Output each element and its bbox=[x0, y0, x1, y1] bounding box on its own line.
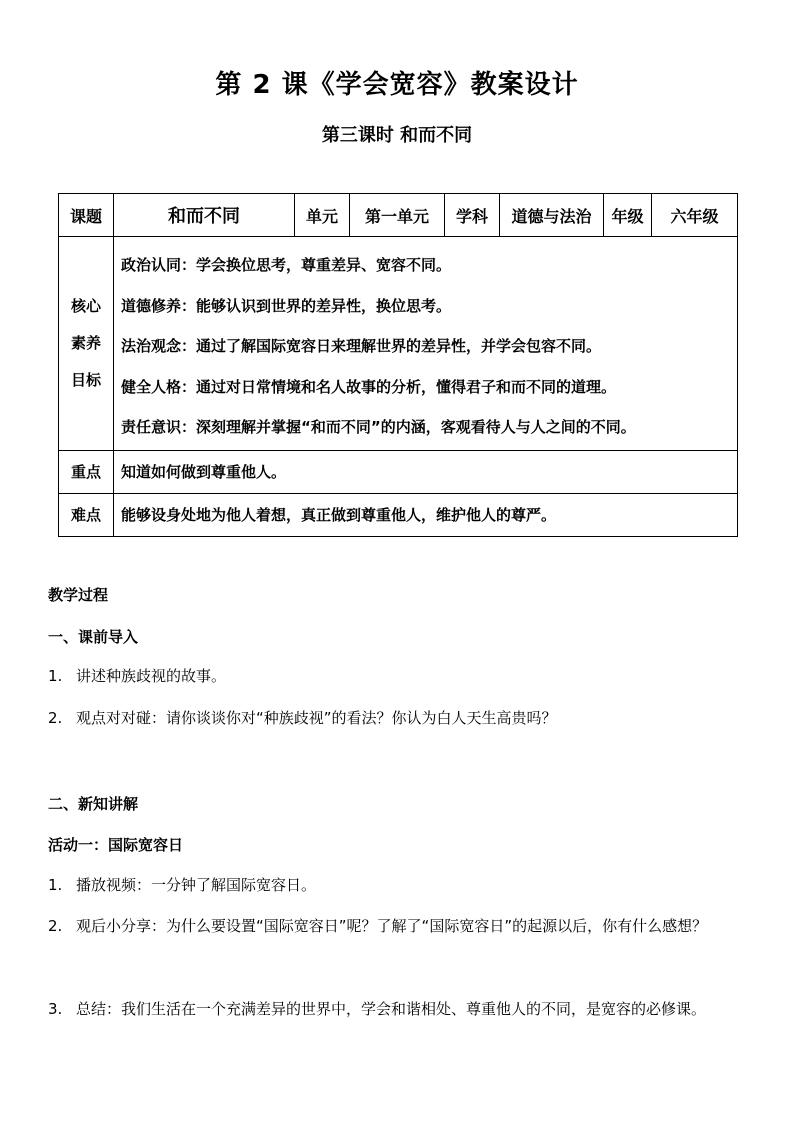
list-item-text: 讲述种族歧视的故事。 bbox=[76, 667, 227, 685]
list-item-number: 2. bbox=[48, 917, 63, 935]
difficult-point-content: 能够设身处地为他人着想，真正做到尊重他人，维护他人的尊严。 bbox=[114, 493, 738, 536]
document-subtitle: 第三课时 和而不同 bbox=[321, 125, 473, 146]
key-point-row bbox=[59, 450, 738, 493]
core-goals-label-line: 目标 bbox=[70, 370, 101, 389]
core-goals-row bbox=[59, 237, 738, 451]
list-item-text: 播放视频：一分钟了解国际宽容日。 bbox=[76, 876, 317, 894]
list-item-number: 3. bbox=[48, 1000, 63, 1018]
table-header-row bbox=[59, 194, 738, 237]
header-cell-grade-value: 六年级 bbox=[652, 194, 738, 237]
core-goals-content bbox=[114, 237, 738, 451]
document-title: 第 2 课《学会宽容》教案设计 bbox=[215, 70, 579, 100]
list-item-number: 1. bbox=[48, 667, 63, 685]
header-cell-grade-label: 年级 bbox=[604, 194, 652, 237]
core-goal-line: 法治观念：通过了解国际宽容日来理解世界的差异性，并学会包容不同。 bbox=[121, 337, 602, 355]
list-item-number: 2. bbox=[48, 709, 63, 727]
key-point-content: 知道如何做到尊重他人。 bbox=[114, 450, 738, 493]
header-cell-subject-value: 道德与法治 bbox=[500, 194, 604, 237]
core-goal-line: 责任意识：深刻理解并掌握“和而不同”的内涵，客观看待人与人之间的不同。 bbox=[121, 418, 636, 436]
header-cell-subject-label: 学科 bbox=[445, 194, 500, 237]
list-item-text: 观后小分享：为什么要设置“国际宽容日”呢？了解了“国际宽容日”的起源以后，你有什么感想？ bbox=[76, 917, 708, 935]
key-point-label: 重点 bbox=[59, 450, 114, 493]
list-item-text: 总结：我们生活在一个充满差异的世界中，学会和谐相处、尊重他人的不同，是宽容的必修课。 bbox=[76, 1000, 707, 1018]
header-cell-unit-label: 单元 bbox=[295, 194, 350, 237]
header-cell-topic-value: 和而不同 bbox=[114, 194, 295, 237]
difficult-point-row bbox=[59, 493, 738, 536]
header-cell-topic-label: 课题 bbox=[59, 194, 114, 237]
part1-heading: 一、课前导入 bbox=[48, 628, 139, 646]
list-item-number: 1. bbox=[48, 876, 63, 894]
core-goals-label-line: 核心 bbox=[70, 296, 101, 315]
list-item-text: 观点对对碰：请你谈谈你对“种族歧视”的看法？你认为白人天生高贵吗？ bbox=[76, 709, 557, 727]
core-goals-label bbox=[59, 237, 114, 451]
activity-heading: 活动一：国际宽容日 bbox=[48, 836, 184, 854]
lesson-info-table bbox=[58, 193, 738, 537]
header-cell-unit-value: 第一单元 bbox=[350, 194, 445, 237]
difficult-point-label: 难点 bbox=[59, 493, 114, 536]
part2-heading: 二、新知讲解 bbox=[48, 795, 139, 813]
core-goals-label-line: 素养 bbox=[70, 333, 101, 352]
core-goal-line: 政治认同：学会换位思考，尊重差异、宽容不同。 bbox=[121, 256, 452, 274]
teaching-process-heading: 教学过程 bbox=[48, 586, 109, 604]
core-goal-line: 道德修养：能够认识到世界的差异性，换位思考。 bbox=[121, 296, 452, 315]
core-goal-line: 健全人格：通过对日常情境和名人故事的分析，懂得君子和而不同的道理。 bbox=[121, 377, 617, 396]
